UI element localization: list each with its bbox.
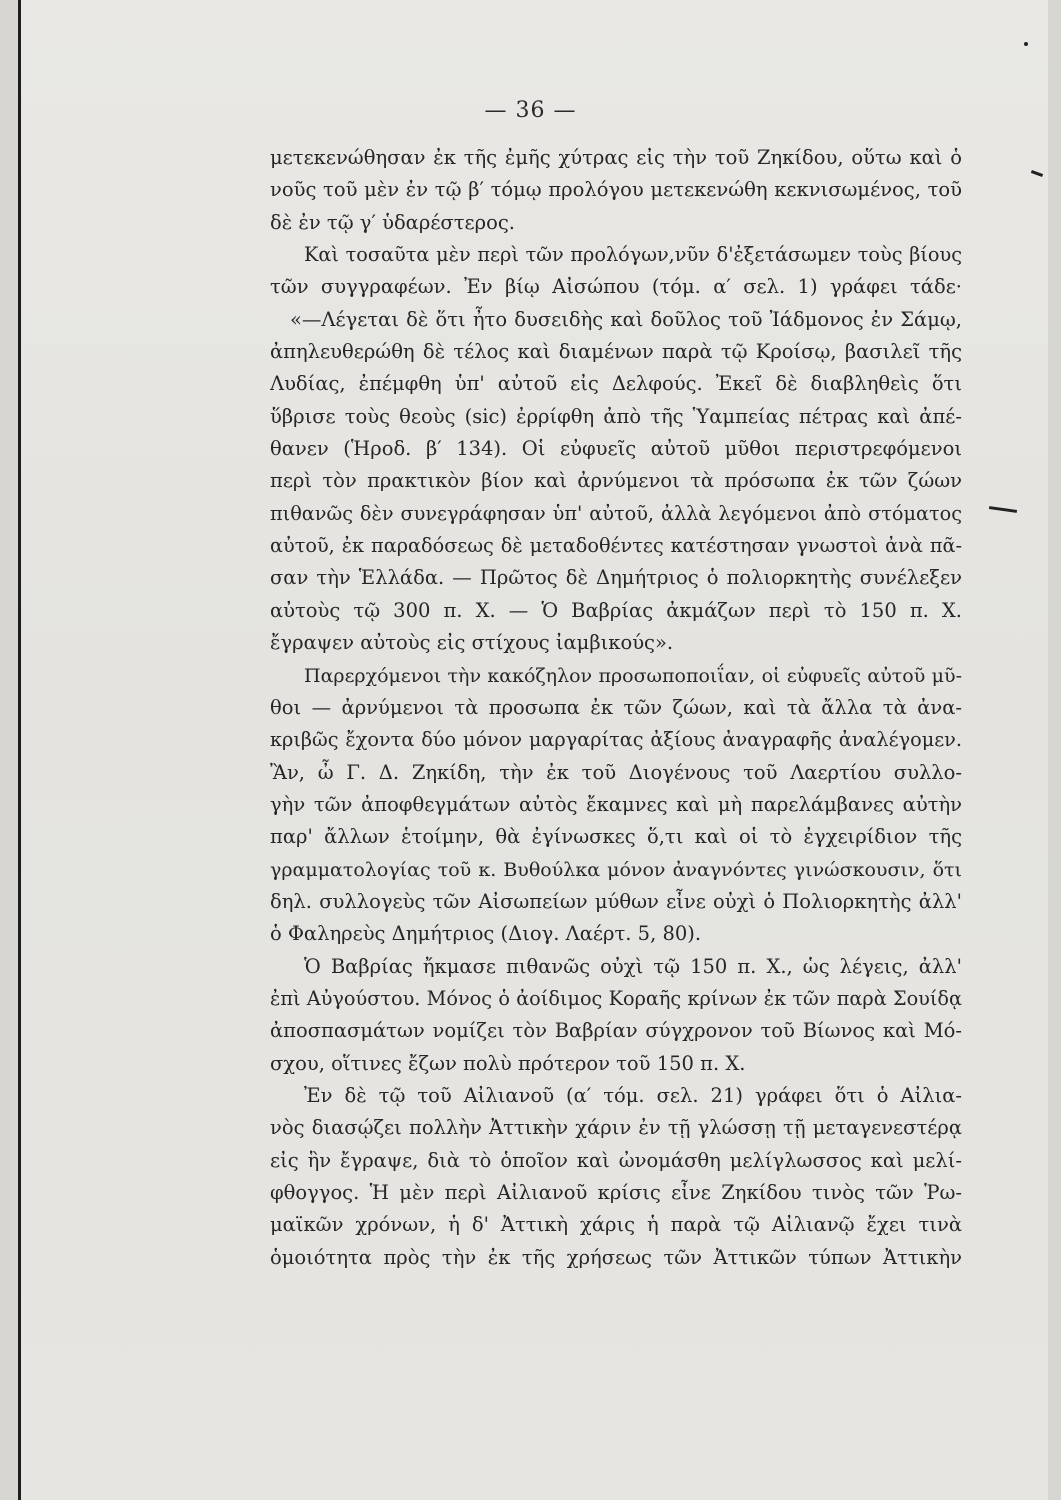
- text-line: δὲ ἐν τῷ γ′ ὑδαρέστερος.: [270, 210, 515, 234]
- text-line: κριβῶς ἔχοντα δύο μόνον μαργαρίτας ἀξίους ἀναγραφῆς ἀναλέγομεν.: [270, 728, 962, 752]
- edge-mark: [989, 506, 1017, 513]
- text-line: γραμματολογίας τοῦ κ. Βυθούλκα μόνον ἀναγνόντες γινώσκουσιν, ὅτι: [270, 858, 962, 881]
- edge-mark: [1031, 170, 1043, 177]
- text-line: φθογγος. Ἡ μὲν περὶ Αἰλιανοῦ κρίσις εἶνε Ζηκίδου τινὸς τῶν Ῥω-: [270, 1181, 962, 1204]
- text-line: ὁ Φαληρεὺς Δημήτριος (Διογ. Λαέρτ. 5, 80).: [270, 922, 702, 946]
- page-number: — 36 —: [484, 98, 577, 123]
- text-line: αὐτοῦ, ἐκ παραδόσεως δὲ μεταδοθέντες κατέστησαν γνωστοὶ ἀνὰ πᾶ-: [270, 534, 962, 558]
- text-line: νὸς διασῴζει πολλὴν Ἀττικὴν χάριν ἐν τῇ γλώσσῃ τῇ μεταγενεστέρᾳ: [270, 1116, 962, 1140]
- text-line: ἀπηλευθερώθη δὲ τέλος καὶ διαμένων παρὰ τῷ Κροίσῳ, βασιλεῖ τῆς: [270, 340, 962, 364]
- text-line: μετεκενώθησαν ἐκ τῆς ἐμῆς χύτρας εἰς τὴν τοῦ Ζηκίδου, οὕτω καὶ ὁ: [270, 146, 962, 169]
- text-line: γὴν τῶν ἀποφθεγμάτων αὐτὸς ἔκαμνες καὶ μὴ παρελάμβανες αὐτὴν: [270, 792, 962, 816]
- text-line: σχου, οἵτινες ἔζων πολὺ πρότερον τοῦ 150 π. Χ.: [270, 1051, 746, 1075]
- text-line: σαν τὴν Ἑλλάδα. — Πρῶτος δὲ Δημήτριος ὁ πολιορκητὴς συνέλεξεν: [270, 566, 962, 590]
- text-line: ὁμοιότητα πρὸς τὴν ἐκ τῆς χρήσεως τῶν Ἀττικῶν τύπων Ἀττικὴν: [270, 1245, 962, 1269]
- text-line: Λυδίας, ἐπέμφθη ὑπ' αὐτοῦ εἰς Δελφούς. Ἐκεῖ δὲ διαβληθεὶς ὅτι: [270, 372, 962, 396]
- text-line: ἐπὶ Αὐγούστου. Μόνος ὁ ἀοίδιμος Κοραῆς κρίνων ἐκ τῶν παρὰ Σουίδᾳ: [270, 986, 962, 1010]
- text-line: ὕβρισε τοὺς θεοὺς (sic) ἐρρίφθη ἀπὸ τῆς Ὑαμπείας πέτρας καὶ ἀπέ-: [270, 404, 962, 428]
- text-line: δηλ. συλλογεὺς τῶν Αἰσωπείων μύθων εἶνε οὐχὶ ὁ Πολιορκητὴς ἀλλ': [270, 889, 962, 913]
- text-line: Παρερχόμενοι τὴν κακόζηλον προσωποποιΐαν, οἱ εὐφυεῖς αὐτοῦ μῦ-: [304, 664, 962, 687]
- text-line: περὶ τὸν πρακτικὸν βίον καὶ ἀρνύμενοι τὰ πρόσωπα ἐκ τῶν ζώων: [270, 469, 962, 493]
- text-line: Καὶ τοσαῦτα μὲν περὶ τῶν προλόγων,νῦν δ'ἐξετάσωμεν τοὺς βίους: [304, 243, 962, 267]
- text-line: αὐτοὺς τῷ 300 π. Χ. — Ὁ Βαβρίας ἀκμάζων περὶ τὸ 150 π. Χ.: [270, 598, 962, 622]
- edge-mark: [1024, 42, 1028, 46]
- text-line: θοι — ἀρνύμενοι τὰ προσωπα ἐκ τῶν ζώων, καὶ τὰ ἄλλα τὰ ἀνα-: [270, 695, 962, 719]
- text-line: ἔγραψεν αὐτοὺς εἰς στίχους ἰαμβικούς».: [270, 631, 674, 655]
- text-line: εἰς ἣν ἔγραψε, διὰ τὸ ὁποῖον καὶ ὠνομάσθη μελίγλωσσος καὶ μελί-: [270, 1148, 962, 1172]
- text-line: τῶν συγγραφέων. Ἐν βίῳ Αἰσώπου (τόμ. α′ σελ. 1) γράφει τάδε·: [270, 275, 962, 299]
- text-line: Ὁ Βαβρίας ἤκμασε πιθανῶς οὐχὶ τῷ 150 π. Χ., ὡς λέγεις, ἀλλ': [304, 954, 962, 978]
- text-line: Ἐν δὲ τῷ τοῦ Αἰλιανοῦ (α′ τόμ. σελ. 21) γράφει ὅτι ὁ Αἰλια-: [304, 1083, 962, 1107]
- text-line: μαϊκῶν χρόνων, ἡ δ' Ἀττικὴ χάρις ἡ παρὰ τῷ Αἰλιανῷ ἔχει τινὰ: [270, 1213, 962, 1237]
- text-line: «—Λέγεται δὲ ὅτι ἦτο δυσειδὴς καὶ δοῦλος τοῦ Ἰάδμονος ἐν Σάμῳ,: [290, 307, 962, 331]
- body-text: [270, 142, 962, 1274]
- text-line: θανεν (Ἡροδ. β′ 134). Οἱ εὐφυεῖς αὐτοῦ μῦθοι περιστρεφόμενοι: [270, 437, 962, 461]
- text-line: Ἂν, ὦ Γ. Δ. Ζηκίδη, τὴν ἐκ τοῦ Διογένους τοῦ Λαερτίου συλλο-: [270, 760, 962, 784]
- text-line: νοῦς τοῦ μὲν ἐν τῷ β′ τόμῳ προλόγου μετεκενώθη κεκνισωμένος, τοῦ: [270, 178, 962, 202]
- text-line: παρ' ἄλλων ἑτοίμην, θὰ ἐγίνωσκες ὅ,τι καὶ οἱ τὸ ἐγχειρίδιον τῆς: [270, 825, 962, 849]
- text-line: πιθανῶς δὲν συνεγράφησαν ὑπ' αὐτοῦ, ἀλλὰ λεγόμενοι ἀπὸ στόματος: [270, 501, 962, 525]
- text-line: ἀποσπασμάτων νομίζει τὸν Βαβρίαν σύγχρονον τοῦ Βίωνος καὶ Μό-: [270, 1019, 962, 1043]
